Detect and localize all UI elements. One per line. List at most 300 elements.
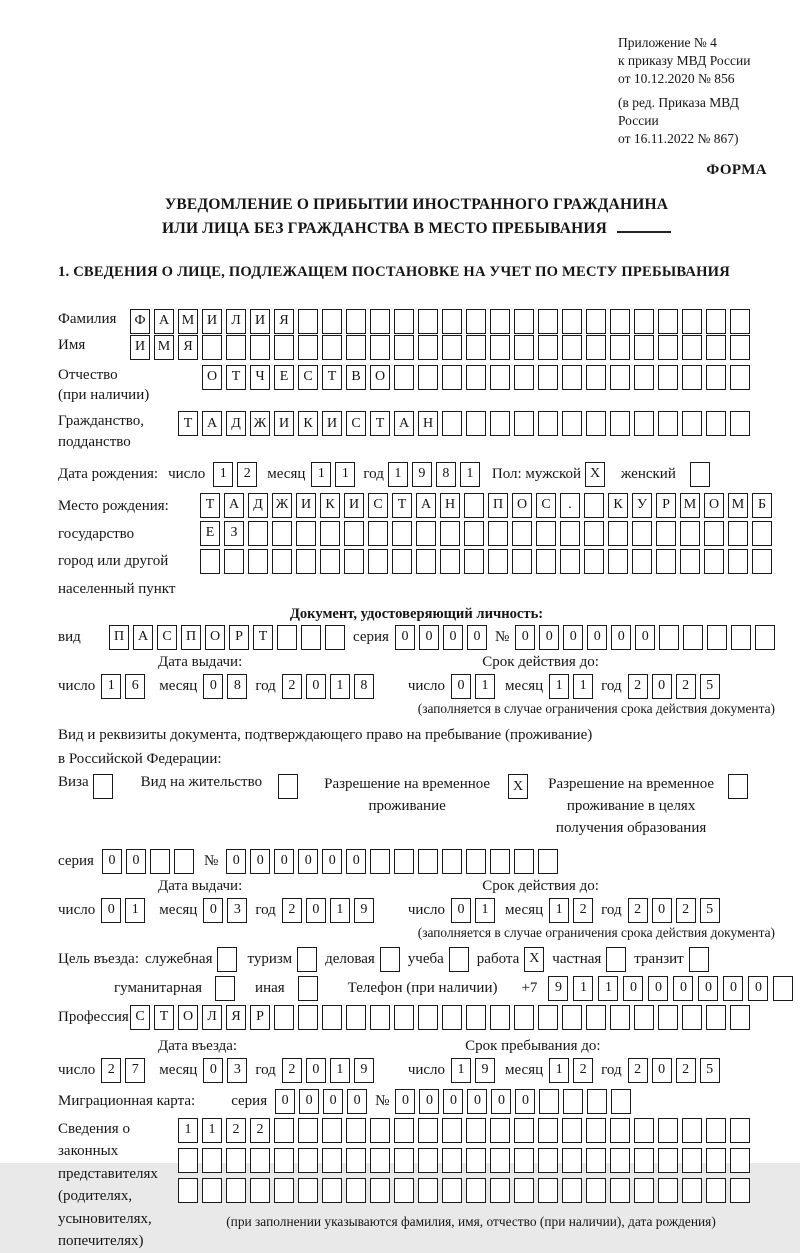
char-box[interactable]: С <box>298 365 318 390</box>
char-box[interactable] <box>610 1148 630 1173</box>
char-box[interactable] <box>706 411 726 436</box>
char-box[interactable] <box>584 493 604 518</box>
char-box[interactable]: Т <box>253 625 273 650</box>
char-box[interactable]: 0 <box>306 1058 326 1083</box>
char-box[interactable] <box>490 411 510 436</box>
char-box[interactable] <box>730 411 750 436</box>
char-box[interactable] <box>704 549 724 574</box>
char-box[interactable]: Д <box>226 411 246 436</box>
char-box[interactable] <box>322 1118 342 1143</box>
char-box[interactable] <box>215 976 235 1001</box>
char-box[interactable]: И <box>322 411 342 436</box>
char-box[interactable] <box>538 309 558 334</box>
char-box[interactable]: 1 <box>598 976 618 1001</box>
char-box[interactable]: 2 <box>282 898 302 923</box>
char-box[interactable]: X <box>524 947 544 972</box>
char-box[interactable]: 0 <box>299 1089 319 1114</box>
char-box[interactable] <box>706 1148 726 1173</box>
char-box[interactable] <box>658 1118 678 1143</box>
char-box[interactable] <box>538 849 558 874</box>
char-box[interactable] <box>610 309 630 334</box>
char-box[interactable]: 2 <box>628 1058 648 1083</box>
char-box[interactable]: 0 <box>652 1058 672 1083</box>
char-box[interactable] <box>466 411 486 436</box>
char-box[interactable] <box>322 309 342 334</box>
char-box[interactable]: 0 <box>611 625 631 650</box>
char-box[interactable] <box>634 335 654 360</box>
char-box[interactable]: 0 <box>419 625 439 650</box>
char-box[interactable] <box>730 335 750 360</box>
char-box[interactable]: 9 <box>412 462 432 487</box>
char-box[interactable]: 0 <box>347 1089 367 1114</box>
char-box[interactable]: 0 <box>298 849 318 874</box>
char-box[interactable]: 0 <box>226 849 246 874</box>
char-box[interactable] <box>370 1178 390 1203</box>
char-box[interactable] <box>296 549 316 574</box>
char-box[interactable] <box>320 549 340 574</box>
char-box[interactable]: 1 <box>475 674 495 699</box>
char-box[interactable] <box>466 849 486 874</box>
char-box[interactable] <box>680 521 700 546</box>
char-box[interactable] <box>200 549 220 574</box>
char-box[interactable]: 1 <box>451 1058 471 1083</box>
char-box[interactable] <box>442 411 462 436</box>
char-box[interactable] <box>634 411 654 436</box>
char-box[interactable] <box>682 1118 702 1143</box>
char-box[interactable] <box>418 1148 438 1173</box>
char-box[interactable] <box>274 1148 294 1173</box>
char-box[interactable] <box>202 1148 222 1173</box>
char-box[interactable] <box>656 549 676 574</box>
char-box[interactable] <box>274 1118 294 1143</box>
char-box[interactable] <box>394 1178 414 1203</box>
char-box[interactable]: М <box>154 335 174 360</box>
char-box[interactable] <box>440 521 460 546</box>
char-box[interactable] <box>539 1089 559 1114</box>
char-box[interactable] <box>370 1148 390 1173</box>
char-box[interactable]: 0 <box>203 1058 223 1083</box>
char-box[interactable] <box>536 521 556 546</box>
char-box[interactable] <box>731 625 751 650</box>
char-box[interactable] <box>707 625 727 650</box>
char-box[interactable] <box>274 1005 294 1030</box>
char-box[interactable] <box>680 549 700 574</box>
char-box[interactable] <box>250 1178 270 1203</box>
char-box[interactable]: У <box>632 493 652 518</box>
char-box[interactable]: 0 <box>203 674 223 699</box>
char-box[interactable]: 0 <box>395 625 415 650</box>
char-box[interactable]: 2 <box>676 1058 696 1083</box>
char-box[interactable] <box>296 521 316 546</box>
char-box[interactable] <box>346 335 366 360</box>
char-box[interactable]: П <box>488 493 508 518</box>
char-box[interactable] <box>562 309 582 334</box>
char-box[interactable] <box>370 335 390 360</box>
char-box[interactable]: 1 <box>549 674 569 699</box>
char-box[interactable]: И <box>130 335 150 360</box>
char-box[interactable]: 0 <box>515 1089 535 1114</box>
char-box[interactable] <box>346 1148 366 1173</box>
char-box[interactable]: Ч <box>250 365 270 390</box>
char-box[interactable] <box>538 1005 558 1030</box>
char-box[interactable] <box>658 335 678 360</box>
char-box[interactable]: И <box>274 411 294 436</box>
char-box[interactable]: 0 <box>250 849 270 874</box>
char-box[interactable]: И <box>296 493 316 518</box>
char-box[interactable]: 9 <box>475 1058 495 1083</box>
char-box[interactable]: 0 <box>539 625 559 650</box>
char-box[interactable]: 1 <box>549 898 569 923</box>
char-box[interactable] <box>440 549 460 574</box>
char-box[interactable] <box>380 947 400 972</box>
char-box[interactable] <box>730 365 750 390</box>
char-box[interactable] <box>226 335 246 360</box>
char-box[interactable]: К <box>298 411 318 436</box>
char-box[interactable] <box>93 774 113 799</box>
char-box[interactable] <box>370 849 390 874</box>
char-box[interactable] <box>610 1178 630 1203</box>
char-box[interactable]: Т <box>392 493 412 518</box>
char-box[interactable]: 0 <box>306 898 326 923</box>
char-box[interactable] <box>394 1005 414 1030</box>
char-box[interactable]: 0 <box>306 674 326 699</box>
char-box[interactable] <box>298 1005 318 1030</box>
char-box[interactable] <box>752 549 772 574</box>
char-box[interactable]: 0 <box>467 1089 487 1114</box>
char-box[interactable]: 1 <box>178 1118 198 1143</box>
char-box[interactable] <box>490 849 510 874</box>
char-box[interactable]: 2 <box>250 1118 270 1143</box>
char-box[interactable] <box>512 549 532 574</box>
char-box[interactable]: 0 <box>419 1089 439 1114</box>
char-box[interactable] <box>706 309 726 334</box>
char-box[interactable]: 0 <box>563 625 583 650</box>
char-box[interactable]: 8 <box>354 674 374 699</box>
char-box[interactable]: А <box>224 493 244 518</box>
char-box[interactable]: 0 <box>673 976 693 1001</box>
char-box[interactable] <box>634 1005 654 1030</box>
char-box[interactable] <box>610 1005 630 1030</box>
char-box[interactable] <box>394 335 414 360</box>
char-box[interactable] <box>320 521 340 546</box>
char-box[interactable]: 1 <box>202 1118 222 1143</box>
char-box[interactable]: 0 <box>748 976 768 1001</box>
char-box[interactable] <box>392 521 412 546</box>
char-box[interactable] <box>730 1148 750 1173</box>
char-box[interactable]: 1 <box>573 674 593 699</box>
char-box[interactable] <box>274 335 294 360</box>
char-box[interactable] <box>272 549 292 574</box>
char-box[interactable] <box>514 1148 534 1173</box>
char-box[interactable]: 1 <box>330 1058 350 1083</box>
char-box[interactable]: 2 <box>573 1058 593 1083</box>
char-box[interactable]: 0 <box>723 976 743 1001</box>
char-box[interactable] <box>346 309 366 334</box>
char-box[interactable] <box>514 335 534 360</box>
char-box[interactable]: 2 <box>226 1118 246 1143</box>
char-box[interactable]: 0 <box>648 976 668 1001</box>
char-box[interactable] <box>755 625 775 650</box>
char-box[interactable] <box>298 1118 318 1143</box>
char-box[interactable]: 0 <box>443 625 463 650</box>
char-box[interactable]: Ф <box>130 309 150 334</box>
char-box[interactable] <box>301 625 321 650</box>
char-box[interactable] <box>538 365 558 390</box>
char-box[interactable]: 1 <box>213 462 233 487</box>
char-box[interactable] <box>704 521 724 546</box>
char-box[interactable] <box>634 309 654 334</box>
char-box[interactable] <box>562 365 582 390</box>
char-box[interactable]: О <box>370 365 390 390</box>
char-box[interactable] <box>442 309 462 334</box>
char-box[interactable] <box>586 1178 606 1203</box>
char-box[interactable] <box>394 365 414 390</box>
char-box[interactable] <box>418 1118 438 1143</box>
char-box[interactable]: 9 <box>548 976 568 1001</box>
char-box[interactable] <box>514 411 534 436</box>
char-box[interactable] <box>658 1178 678 1203</box>
char-box[interactable] <box>226 1178 246 1203</box>
char-box[interactable]: 5 <box>700 898 720 923</box>
char-box[interactable]: 0 <box>346 849 366 874</box>
char-box[interactable]: Я <box>274 309 294 334</box>
char-box[interactable] <box>298 976 318 1001</box>
char-box[interactable] <box>658 309 678 334</box>
char-box[interactable] <box>586 335 606 360</box>
char-box[interactable] <box>394 1148 414 1173</box>
char-box[interactable] <box>608 549 628 574</box>
char-box[interactable] <box>659 625 679 650</box>
char-box[interactable] <box>658 1005 678 1030</box>
char-box[interactable] <box>682 309 702 334</box>
char-box[interactable] <box>297 947 317 972</box>
char-box[interactable]: Я <box>226 1005 246 1030</box>
char-box[interactable] <box>538 411 558 436</box>
char-box[interactable] <box>586 411 606 436</box>
char-box[interactable] <box>683 625 703 650</box>
char-box[interactable]: 2 <box>237 462 257 487</box>
char-box[interactable] <box>536 549 556 574</box>
char-box[interactable] <box>178 1178 198 1203</box>
char-box[interactable]: 5 <box>700 674 720 699</box>
char-box[interactable] <box>442 1148 462 1173</box>
char-box[interactable]: М <box>178 309 198 334</box>
char-box[interactable] <box>248 521 268 546</box>
char-box[interactable]: 9 <box>354 898 374 923</box>
char-box[interactable] <box>490 309 510 334</box>
char-box[interactable] <box>370 1005 390 1030</box>
char-box[interactable] <box>563 1089 583 1114</box>
char-box[interactable]: 0 <box>698 976 718 1001</box>
char-box[interactable]: Ж <box>272 493 292 518</box>
char-box[interactable] <box>272 521 292 546</box>
char-box[interactable] <box>490 1178 510 1203</box>
char-box[interactable]: X <box>585 462 605 487</box>
char-box[interactable] <box>562 1148 582 1173</box>
char-box[interactable] <box>658 411 678 436</box>
char-box[interactable] <box>562 411 582 436</box>
char-box[interactable] <box>634 365 654 390</box>
char-box[interactable]: О <box>512 493 532 518</box>
char-box[interactable]: . <box>560 493 580 518</box>
char-box[interactable] <box>250 1148 270 1173</box>
char-box[interactable]: 1 <box>388 462 408 487</box>
char-box[interactable]: 0 <box>101 898 121 923</box>
char-box[interactable] <box>418 1178 438 1203</box>
char-box[interactable] <box>586 365 606 390</box>
char-box[interactable]: В <box>346 365 366 390</box>
char-box[interactable] <box>277 625 297 650</box>
char-box[interactable] <box>730 309 750 334</box>
char-box[interactable]: Н <box>418 411 438 436</box>
char-box[interactable] <box>610 335 630 360</box>
char-box[interactable]: А <box>154 309 174 334</box>
char-box[interactable]: 9 <box>354 1058 374 1083</box>
char-box[interactable] <box>490 1118 510 1143</box>
char-box[interactable] <box>632 549 652 574</box>
char-box[interactable]: С <box>368 493 388 518</box>
char-box[interactable]: И <box>344 493 364 518</box>
char-box[interactable] <box>584 521 604 546</box>
char-box[interactable] <box>466 1148 486 1173</box>
char-box[interactable] <box>538 1148 558 1173</box>
char-box[interactable] <box>278 774 298 799</box>
char-box[interactable] <box>512 521 532 546</box>
char-box[interactable]: 0 <box>126 849 146 874</box>
char-box[interactable]: А <box>133 625 153 650</box>
char-box[interactable] <box>682 1178 702 1203</box>
char-box[interactable]: М <box>680 493 700 518</box>
char-box[interactable] <box>274 1178 294 1203</box>
char-box[interactable] <box>394 1118 414 1143</box>
char-box[interactable] <box>490 335 510 360</box>
char-box[interactable]: Б <box>752 493 772 518</box>
char-box[interactable] <box>466 1118 486 1143</box>
char-box[interactable]: Т <box>370 411 390 436</box>
char-box[interactable]: О <box>202 365 222 390</box>
char-box[interactable] <box>490 1148 510 1173</box>
char-box[interactable] <box>538 1178 558 1203</box>
char-box[interactable] <box>464 521 484 546</box>
char-box[interactable] <box>298 335 318 360</box>
char-box[interactable]: 2 <box>676 898 696 923</box>
char-box[interactable]: 0 <box>623 976 643 1001</box>
char-box[interactable]: 0 <box>587 625 607 650</box>
char-box[interactable]: Е <box>200 521 220 546</box>
char-box[interactable] <box>368 521 388 546</box>
char-box[interactable] <box>248 549 268 574</box>
char-box[interactable] <box>773 976 793 1001</box>
char-box[interactable]: X <box>508 774 528 799</box>
char-box[interactable] <box>394 849 414 874</box>
char-box[interactable]: Т <box>226 365 246 390</box>
char-box[interactable] <box>690 462 710 487</box>
char-box[interactable] <box>608 521 628 546</box>
char-box[interactable]: П <box>109 625 129 650</box>
char-box[interactable]: 0 <box>635 625 655 650</box>
char-box[interactable] <box>416 549 436 574</box>
char-box[interactable]: 2 <box>676 674 696 699</box>
char-box[interactable] <box>682 335 702 360</box>
char-box[interactable]: 0 <box>102 849 122 874</box>
char-box[interactable] <box>370 309 390 334</box>
char-box[interactable]: 0 <box>652 898 672 923</box>
char-box[interactable]: Я <box>178 335 198 360</box>
char-box[interactable] <box>370 1118 390 1143</box>
char-box[interactable]: К <box>608 493 628 518</box>
char-box[interactable] <box>514 1005 534 1030</box>
char-box[interactable] <box>250 335 270 360</box>
char-box[interactable]: Д <box>248 493 268 518</box>
char-box[interactable] <box>325 625 345 650</box>
char-box[interactable]: 2 <box>573 898 593 923</box>
char-box[interactable] <box>442 335 462 360</box>
char-box[interactable] <box>706 1178 726 1203</box>
char-box[interactable] <box>488 549 508 574</box>
char-box[interactable] <box>298 1178 318 1203</box>
char-box[interactable] <box>689 947 709 972</box>
char-box[interactable] <box>442 1178 462 1203</box>
char-box[interactable] <box>706 335 726 360</box>
char-box[interactable] <box>488 521 508 546</box>
char-box[interactable] <box>466 335 486 360</box>
char-box[interactable] <box>634 1118 654 1143</box>
char-box[interactable]: Е <box>274 365 294 390</box>
char-box[interactable]: О <box>178 1005 198 1030</box>
char-box[interactable]: 1 <box>311 462 331 487</box>
char-box[interactable] <box>416 521 436 546</box>
char-box[interactable] <box>728 774 748 799</box>
char-box[interactable] <box>752 521 772 546</box>
char-box[interactable]: 1 <box>125 898 145 923</box>
char-box[interactable]: 0 <box>395 1089 415 1114</box>
char-box[interactable] <box>682 411 702 436</box>
char-box[interactable] <box>514 1178 534 1203</box>
char-box[interactable] <box>464 493 484 518</box>
char-box[interactable]: 2 <box>282 1058 302 1083</box>
char-box[interactable]: 0 <box>203 898 223 923</box>
char-box[interactable] <box>682 1005 702 1030</box>
char-box[interactable]: 3 <box>227 898 247 923</box>
char-box[interactable] <box>298 309 318 334</box>
char-box[interactable]: 7 <box>125 1058 145 1083</box>
char-box[interactable] <box>226 1148 246 1173</box>
char-box[interactable] <box>202 335 222 360</box>
char-box[interactable] <box>464 549 484 574</box>
char-box[interactable] <box>562 335 582 360</box>
char-box[interactable] <box>562 1005 582 1030</box>
char-box[interactable] <box>587 1089 607 1114</box>
char-box[interactable] <box>562 1178 582 1203</box>
char-box[interactable] <box>346 1005 366 1030</box>
char-box[interactable]: С <box>536 493 556 518</box>
char-box[interactable]: 2 <box>628 898 648 923</box>
char-box[interactable] <box>728 549 748 574</box>
char-box[interactable]: А <box>394 411 414 436</box>
char-box[interactable]: 1 <box>330 898 350 923</box>
char-box[interactable] <box>586 309 606 334</box>
char-box[interactable] <box>610 365 630 390</box>
char-box[interactable]: Л <box>202 1005 222 1030</box>
char-box[interactable] <box>586 1005 606 1030</box>
char-box[interactable] <box>730 1178 750 1203</box>
char-box[interactable]: Т <box>322 365 342 390</box>
char-box[interactable]: Р <box>250 1005 270 1030</box>
char-box[interactable]: Л <box>226 309 246 334</box>
char-box[interactable] <box>490 365 510 390</box>
char-box[interactable]: 1 <box>475 898 495 923</box>
char-box[interactable]: И <box>202 309 222 334</box>
